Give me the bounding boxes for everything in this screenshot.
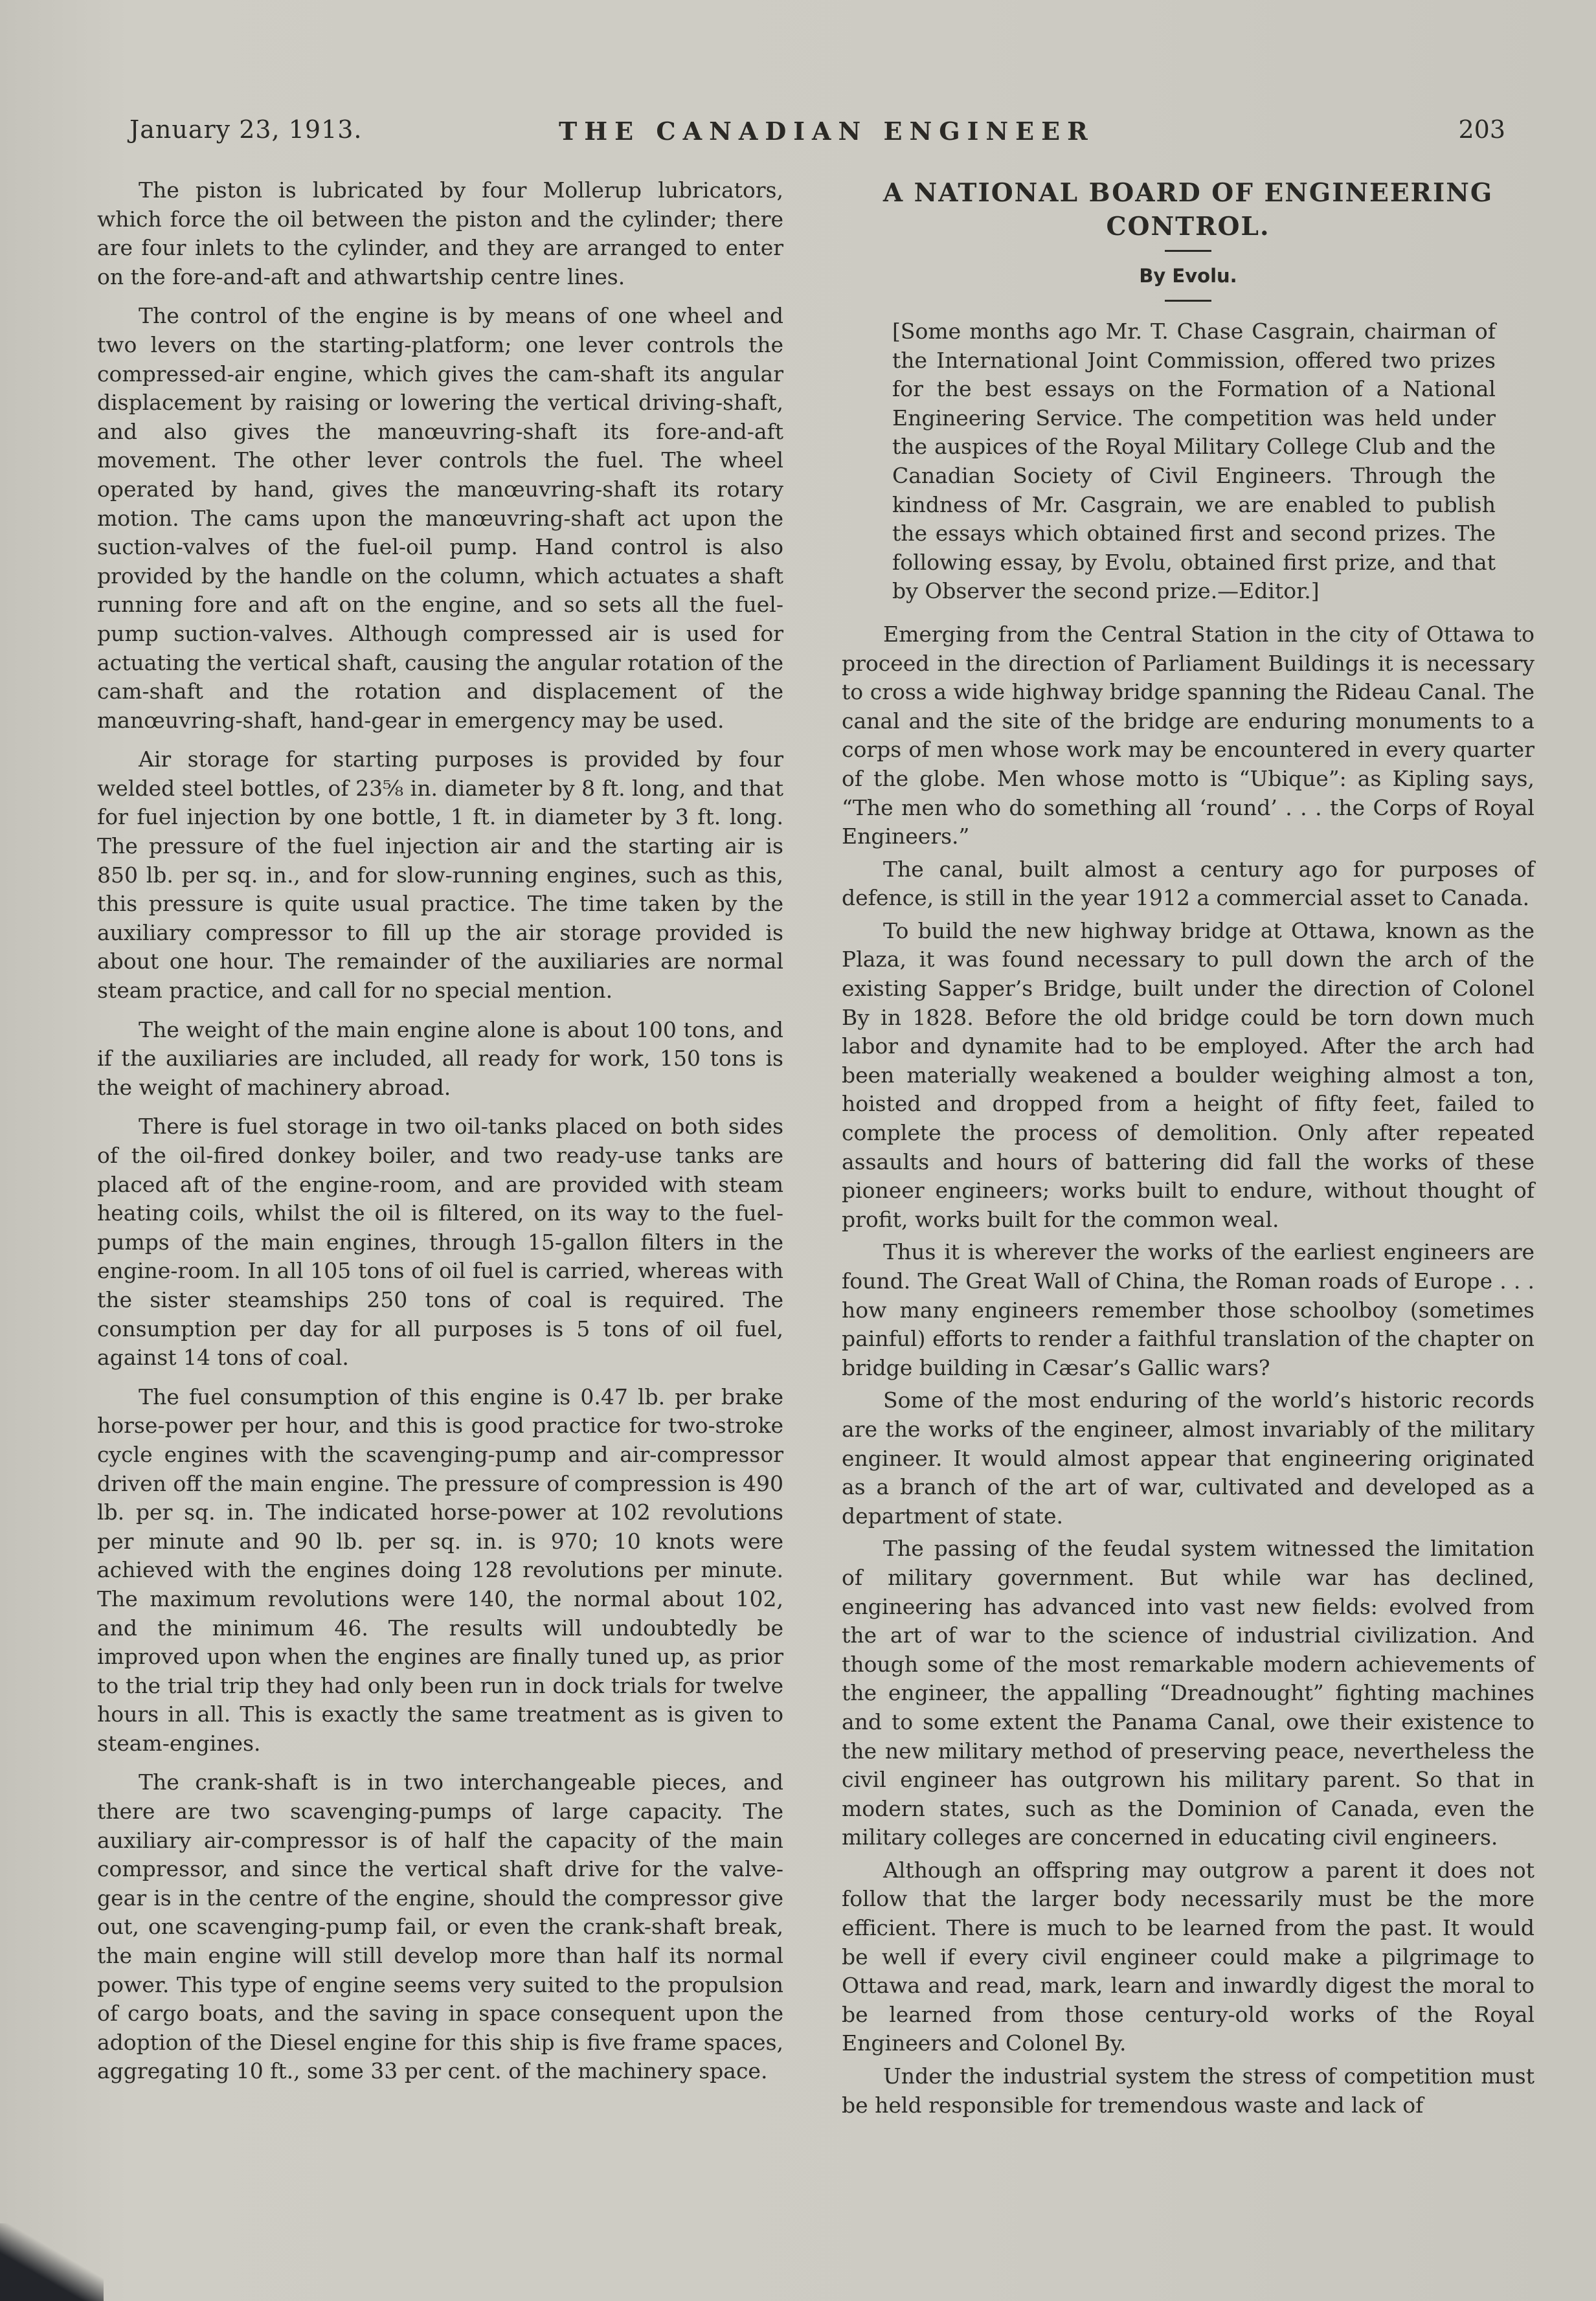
byline-rule [1165, 300, 1211, 302]
paragraph: Some of the most enduring of the world’s historic records are the works of the engineer, almost invariably of the military engineer. It would almost appear that engineering originated as a branch of the art of war, cultivated and developed as a department of state. [842, 1387, 1534, 1529]
paragraph: The fuel consumption of this engine is 0.47 lb. per brake horse-power per hour, and this is good practice for two-stroke cycle engines with the scavenging-pump and air-compressor driven off the main engine. The pressure of compression is 490 lb. per sq. in. The indicated horse-power at 102 revolutions per minute and 90 lb. per sq. in. is 970; 10 knots were achieved with the engines doing 128 revolutions per minute. The maximum revolutions were 140, the normal about 102, and the minimum 46. The results will undoubtedly be improved upon when the engines are finally tuned up, as prior to the trial trip they had only been run in dock trials for twelve hours in all. This is exactly the same treatment as is given to steam-engines. [97, 1384, 783, 1756]
paragraph: To build the new highway bridge at Ottawa, known as the Plaza, it was found necessary to pull down the arch of the existing Sapper’s Bridge, built under the direction of Colonel By in 1828. Before the old bridge could be torn down much labor and dynamite had to be employed. After the arch had been materially weakened a boulder weighing almost a ton, hoisted and dropped from a height of fifty feet, failed to complete the process of demolition. Only after repeated assaults and hours of battering did fall the works of these pioneer engineers; works built to endure, without thought of profit, works built for the common weal. [842, 917, 1534, 1232]
paragraph: The control of the engine is by means of one wheel and two levers on the starting-platform; one lever controls the compressed-air engine, which gives the cam-shaft its angular displacement by raising or lowering the vertical driving-shaft, and also gives the manœuvring-shaft its fore-and-aft movement. The other lever controls the fuel. The wheel operated by hand, gives the manœuvring-shaft its rotary motion. The cams upon the manœuvring-shaft act upon the suction-valves of the fuel-oil pump. Hand control is also provided by the handle on the column, which actuates a shaft running fore and aft on the engine, and so sets all the fuel-pump suction-valves. Although compressed air is used for actuating the vertical shaft, causing the angular rotation of the cam-shaft and the rotation and displacement of the manœuvring-shaft, hand-gear in emergency may be used. [97, 303, 783, 733]
paragraph: Emerging from the Central Station in the city of Ottawa to proceed in the direction of Parliament Buildings it is necessary to cross a wide highway bridge spanning the Rideau Canal. The canal and the site of the bridge are enduring monuments to a corps of men whose work may be encountered in every quarter of the globe. Men whose motto is “Ubique”: as Kipling says, “The men who do something all ‘round’ . . . the Corps of Royal Engineers.” [842, 621, 1534, 849]
paragraph: The canal, built almost a century ago for purposes of defence, is still in the year 1912 a commercial asset to Canada. [842, 856, 1534, 911]
issue-date: January 23, 1913. [129, 115, 363, 144]
page-number: 203 [1458, 115, 1505, 144]
right-column [842, 176, 1534, 2124]
paragraph: There is fuel storage in two oil-tanks placed on both sides of the oil-fired donkey boiler, and two ready-use tanks are placed aft of the engine-room, and are provided with steam heating coils, whilst the oil is filtered, on its way to the fuel-pumps of the main engines, through 15-gallon filters in the engine-room. In all 105 tons of oil fuel is carried, whereas with the sister steamships 250 tons of coal is required. The consumption per day for all purposes is 5 tons of oil fuel, against 14 tons of coal. [97, 1114, 783, 1371]
editor-note: [Some months ago Mr. T. Chase Casgrain, chairman of the International Joint Commission, offered two prizes for the best essays on the Formation of a National Engineering Service. The competition was held under the auspices of the Royal Military College Club and the Canadian Society of Civil Engineers. Through the kindness of Mr. Casgrain, we are enabled to publish the essays which obtained first and second prizes. The following essay, by Evolu, obtained first prize, and that by Observer the second prize.—Editor.] [892, 319, 1496, 604]
paragraph: The piston is lubricated by four Mollerup lubricators, which force the oil between the piston and the cylinder; there are four inlets to the cylinder, and they are arranged to enter on the fore-and-aft and athwartship centre lines. [97, 177, 783, 289]
paragraph: Air storage for starting purposes is provided by four welded steel bottles, of 23⅝ in. diameter by 8 ft. long, and that for fuel injection by one bottle, 1 ft. in diameter by 3 ft. long. The pressure of the fuel injection air and the starting air is 850 lb. per sq. in., and for slow-running engines, such as this, this pressure is quite usual practice. The time taken by the auxiliary compressor to fill up the air storage provided is about one hour. The remainder of the auxiliaries are normal steam practice, and call for no special mention. [97, 746, 783, 1004]
paragraph: Although an offspring may outgrow a parent it does not follow that the larger body necessarily must be the more efficient. There is much to be learned from the past. It would be well if every civil engineer could make a pilgrimage to Ottawa and read, mark, learn and inwardly digest the moral to be learned from those century-old works of the Royal Engineers and Colonel By. [842, 1857, 1534, 2056]
paragraph: The weight of the main engine alone is about 100 tons, and if the auxiliaries are included, all ready for work, 150 tons is the weight of machinery abroad. [97, 1016, 783, 1100]
scan-shadow [0, 2223, 104, 2301]
journal-title: THE CANADIAN ENGINEER [559, 117, 1095, 146]
article-title: A NATIONAL BOARD OF ENGINEERING CONTROL. [882, 178, 1494, 241]
left-column [97, 176, 783, 2096]
paragraph: The passing of the feudal system witnessed the limitation of military government. But while war has declined, engineering has advanced into vast new fields: evolved from the art of war to the science of industrial civilization. And though some of the most remarkable modern achievements of the engineer, the appalling “Dreadnought” fighting machines and to some extent the Panama Canal, owe their existence to the new military method of preserving peace, nevertheless the civil engineer has outgrown his military parent. So that in modern states, such as the Dominion of Canada, even the military colleges are concerned in educating civil engineers. [842, 1536, 1534, 1850]
paragraph: Under the industrial system the stress of competition must be held responsible for tremendous waste and lack of [842, 2063, 1534, 2118]
byline: By Evolu. [1139, 265, 1237, 287]
paragraph: Thus it is wherever the works of the earliest engineers are found. The Great Wall of China, the Roman roads of Europe . . . how many engineers remember those schoolboy (sometimes painful) efforts to render a faithful translation of the chapter on bridge building in Cæsar’s Gallic wars? [842, 1239, 1534, 1380]
title-rule [1165, 250, 1211, 252]
running-header [129, 115, 1505, 154]
paragraph: The crank-shaft is in two interchangeable pieces, and there are two scavenging-pumps of large capacity. The auxiliary air-compressor is of half the capacity of the main compressor, and since the vertical shaft drive for the valve-gear is in the centre of the engine, should the compressor give out, one scavenging-pump fail, or even the crank-shaft break, the main engine will still develop more than half its normal power. This type of engine seems very suited to the propulsion of cargo boats, and the saving in space consequent upon the adoption of the Diesel engine for this ship is five frame spaces, aggregating 10 ft., some 33 per cent. of the machinery space. [97, 1769, 783, 2084]
